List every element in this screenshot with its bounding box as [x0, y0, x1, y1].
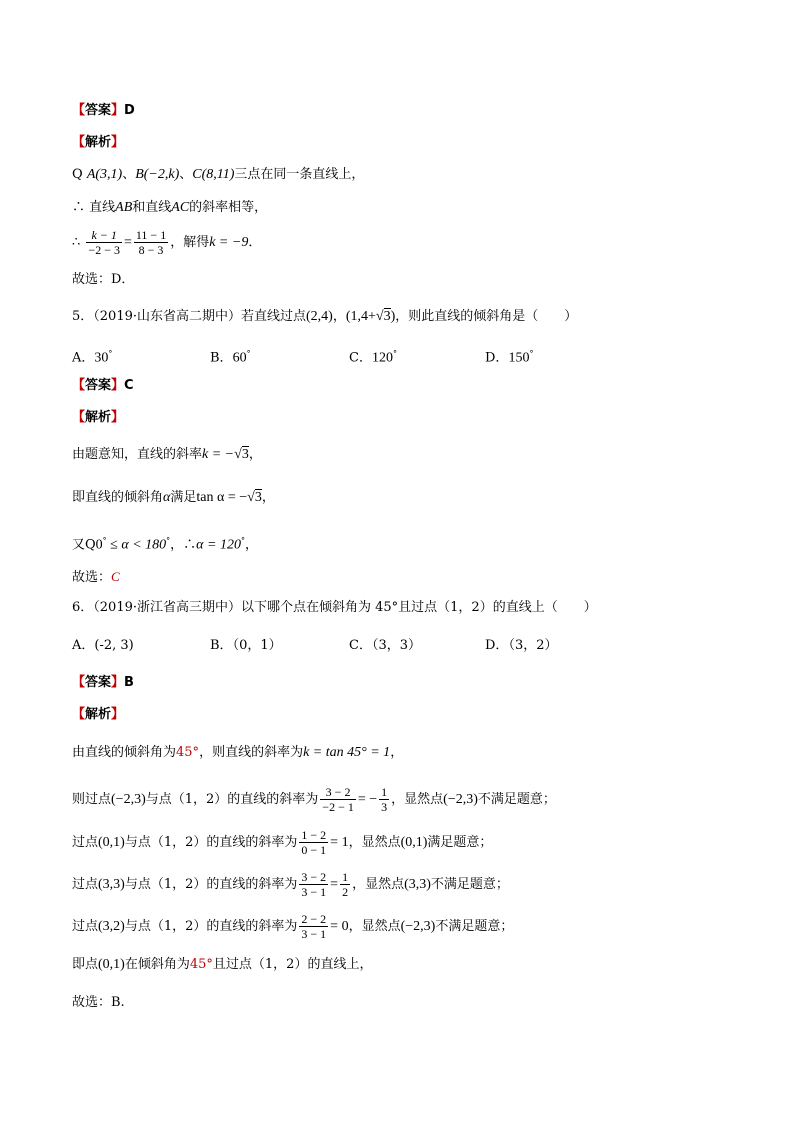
degree: ° [240, 536, 245, 545]
prev-conclusion [72, 270, 134, 290]
solution-text: ， [261, 490, 275, 505]
option-label: C． [349, 638, 372, 653]
option-label: D． [485, 350, 509, 366]
solution-text: ，显然点 [352, 877, 405, 892]
fraction [320, 785, 356, 814]
numerator: 3 − 2 [320, 785, 356, 800]
math: k = − [202, 447, 235, 462]
solution-text: 过点 [72, 835, 99, 850]
math: α = 120 [196, 537, 241, 553]
point-b: B(−2,k) [135, 167, 180, 182]
answer-value: C [124, 378, 134, 393]
prev-solution-line-2 [72, 198, 267, 218]
separator: 、 [122, 167, 136, 182]
solution-text: 且过点（1，2）的直线上， [212, 957, 373, 972]
point: (−2,3) [111, 792, 146, 807]
numerator: 3 − 2 [301, 870, 327, 884]
analysis-tag: 解析 [85, 135, 112, 150]
solution-text: ，显然点 [391, 792, 444, 807]
q6-solution-line-1 [72, 743, 403, 763]
separator: 、 [179, 167, 193, 182]
fraction [299, 828, 328, 857]
solution-text: 的斜率相等， [189, 200, 268, 215]
point: (0,1) [400, 835, 428, 850]
denominator: −2 − 1 [322, 800, 354, 814]
line-ac: AC [171, 200, 190, 215]
bracket-right: 】 [111, 707, 125, 722]
q5-option-b[interactable] [210, 344, 251, 368]
option-label: C． [349, 350, 372, 366]
period: ． [248, 235, 262, 250]
fraction [340, 870, 350, 899]
solution-text: ， [248, 447, 262, 462]
denominator: 3 [381, 800, 388, 814]
radicand: 3 [241, 447, 249, 462]
prev-analysis-line [72, 133, 124, 153]
solution-text: 不满足题意； [477, 792, 556, 807]
denominator: 8 − 3 [138, 243, 164, 257]
option-label: D． [485, 638, 509, 653]
q6-solution-line-3 [72, 828, 492, 857]
fraction [299, 870, 328, 899]
degree: ° [392, 349, 397, 358]
q6-solution-line-4 [72, 870, 509, 899]
point-part: (1,4+ [345, 309, 376, 324]
point: (2,4) [306, 309, 333, 324]
fraction [379, 785, 389, 814]
analysis-tag: 解析 [85, 707, 112, 722]
option-value: 60 [232, 350, 247, 366]
point: (3,3) [98, 877, 125, 892]
bracket-left: 【 [72, 675, 86, 690]
radicand: 3 [383, 309, 391, 324]
point: (0,1) [98, 835, 125, 850]
line-ab: AB [115, 200, 133, 215]
solution-text: ，显然点 [348, 835, 401, 850]
q6-option-a[interactable] [72, 636, 134, 656]
solution-text: 则过点 [72, 792, 112, 807]
point: (−2,3) [400, 919, 436, 934]
q5-option-d[interactable] [485, 344, 533, 368]
q6-solution-line-5 [72, 912, 513, 941]
solution-text: 即点 [72, 957, 99, 972]
q5-solution-line-1 [72, 445, 262, 465]
math: ≤ α < 180 [106, 537, 167, 553]
q5-option-c[interactable] [349, 344, 397, 368]
option-value: 150 [508, 350, 530, 366]
q5-conclusion [72, 567, 120, 588]
solution-text: 满足 [170, 490, 197, 505]
fraction [299, 912, 328, 941]
bracket-right: 】 [111, 675, 125, 690]
bracket-left: 【 [72, 378, 86, 393]
solution-text: 又Q [72, 537, 96, 553]
degree: ° [529, 349, 534, 358]
alpha: α [163, 490, 171, 505]
math: tan α = − [196, 490, 248, 505]
equals: = 1 [330, 835, 349, 850]
equals: = [330, 877, 339, 892]
q6-option-c[interactable] [349, 636, 421, 656]
point: (3,3) [404, 877, 431, 892]
solution-text: ，显然点 [348, 919, 401, 934]
q5-solution-line-3 [72, 531, 258, 555]
point-c: C(8,11) [192, 167, 235, 182]
math: 0 [95, 537, 103, 553]
solution-text: 与点（1，2）的直线的斜率为 [124, 919, 298, 934]
solution-text: ， [390, 745, 404, 760]
analysis-tag: 解析 [85, 410, 112, 425]
numerator: 2 − 2 [301, 912, 327, 926]
numerator: 11 − 1 [135, 228, 167, 242]
q5-stem [72, 307, 577, 327]
q6-analysis-line [72, 705, 124, 725]
separator: ， [332, 309, 346, 324]
solution-text: 过点 [72, 877, 99, 892]
option-value: (-2, 3) [94, 638, 134, 653]
solution-text: 与点（1，2）的直线的斜率为 [124, 835, 298, 850]
option-label: A． [72, 638, 95, 653]
degree: ° [166, 536, 171, 545]
denominator: 0 − 1 [301, 843, 327, 857]
angle-highlight: 45° [189, 957, 213, 972]
bracket-right: 】 [111, 135, 125, 150]
q5-answer-line [72, 376, 134, 396]
solution-text: 和直线 [132, 200, 172, 215]
fraction [134, 228, 168, 257]
option-value: （3，3） [371, 638, 421, 653]
solution-text: ，解得 [170, 235, 210, 250]
q6-solution-line-2 [72, 785, 556, 814]
math: k = tan 45° = 1 [303, 745, 391, 760]
point: (−2,3) [443, 792, 478, 807]
conclusion-text: 故选： [72, 570, 112, 585]
solution-text: 与点（1，2）的直线的斜率为 [124, 877, 298, 892]
sqrt-sign: √ [234, 447, 242, 462]
option-label: B． [210, 638, 233, 653]
denominator: 3 − 1 [301, 927, 327, 941]
bracket-left: 【 [72, 103, 86, 118]
q5-option-a[interactable] [72, 344, 112, 368]
denominator: −2 − 3 [88, 243, 120, 257]
angle-highlight: 45° [176, 745, 200, 760]
numerator: 1 − 2 [301, 828, 327, 842]
stem-text: 5．（2019·山东省高二期中）若直线过点 [72, 309, 306, 324]
equals: = − [357, 792, 378, 807]
stem-text: 6．（2019·浙江省高三期中）以下哪个点在倾斜角为 45°且过点（1，2）的直线上（ ） [72, 600, 597, 615]
conclusion-text: 故选：D． [72, 272, 135, 287]
solution-text: 即直线的倾斜角 [72, 490, 164, 505]
solution-text: 在倾斜角为 [124, 957, 190, 972]
sqrt-sign: √ [247, 490, 255, 505]
solution-text: 不满足题意； [430, 877, 509, 892]
point: (0,1) [98, 957, 125, 972]
answer-tag: 答案 [85, 103, 112, 118]
point: (3,2) [98, 919, 125, 934]
q5-analysis-line [72, 408, 124, 428]
fraction [86, 228, 122, 257]
denominator: 2 [342, 885, 349, 899]
answer-value: D [124, 103, 135, 118]
solution-text: 与点（1，2）的直线的斜率为 [145, 792, 319, 807]
q6-option-b[interactable] [210, 636, 282, 656]
point-part: ) [390, 309, 396, 324]
bracket-right: 】 [111, 410, 125, 425]
therefore-symbol: ∴ [72, 235, 81, 250]
bracket-left: 【 [72, 410, 86, 425]
bracket-right: 】 [111, 103, 125, 118]
option-label: A． [72, 350, 95, 366]
solution-text: ， [244, 537, 258, 553]
q6-stem [72, 598, 597, 618]
answer-value: B [124, 675, 134, 690]
q6-answer-line [72, 673, 134, 693]
answer-tag: 答案 [85, 378, 112, 393]
radicand: 3 [254, 490, 262, 505]
point-a: A(3,1) [86, 167, 123, 182]
option-value: 30 [94, 350, 109, 366]
option-value: （3，2） [508, 638, 558, 653]
option-label: B． [210, 350, 233, 366]
q6-conclusion [72, 993, 125, 1013]
solution-text: 不满足题意； [435, 919, 514, 934]
numerator: k − 1 [86, 228, 122, 243]
solution-text: 由题意知，直线的斜率 [72, 447, 203, 462]
option-value: （0，1） [232, 638, 282, 653]
sqrt-sign: √ [375, 309, 384, 324]
equals: = [123, 235, 132, 250]
degree: ° [108, 349, 113, 358]
solution-text: ∴ 直线 [72, 200, 116, 215]
q5-solution-line-2 [72, 488, 275, 508]
because-symbol: Q [72, 167, 83, 182]
option-value: 120 [371, 350, 393, 366]
degree: ° [246, 349, 251, 358]
numerator: 1 [342, 870, 349, 884]
answer-tag: 答案 [85, 675, 112, 690]
prev-solution-line-3 [72, 228, 261, 257]
prev-answer-line [72, 101, 135, 121]
solution-text: 由直线的倾斜角为 [72, 745, 177, 760]
solution-text: ，则直线的斜率为 [199, 745, 304, 760]
q6-option-d[interactable] [485, 636, 557, 656]
equals: = 0 [330, 919, 349, 934]
prev-solution-line-1 [72, 165, 364, 185]
bracket-left: 【 [72, 707, 86, 722]
conclusion-text: 故选：B. [72, 995, 125, 1010]
result: k = −9 [209, 235, 249, 250]
degree: ° [102, 536, 107, 545]
solution-text: ，∴ [170, 537, 197, 553]
conclusion-value: C [111, 569, 120, 584]
solution-text: 满足题意； [427, 835, 493, 850]
stem-text: ，则此直线的倾斜角是（ ） [395, 309, 578, 324]
q6-solution-line-6 [72, 955, 372, 975]
solution-text: 过点 [72, 919, 99, 934]
solution-text: 三点在同一条直线上， [234, 167, 365, 182]
numerator: 1 [381, 785, 388, 799]
bracket-right: 】 [111, 378, 125, 393]
bracket-left: 【 [72, 135, 86, 150]
denominator: 3 − 1 [301, 885, 327, 899]
